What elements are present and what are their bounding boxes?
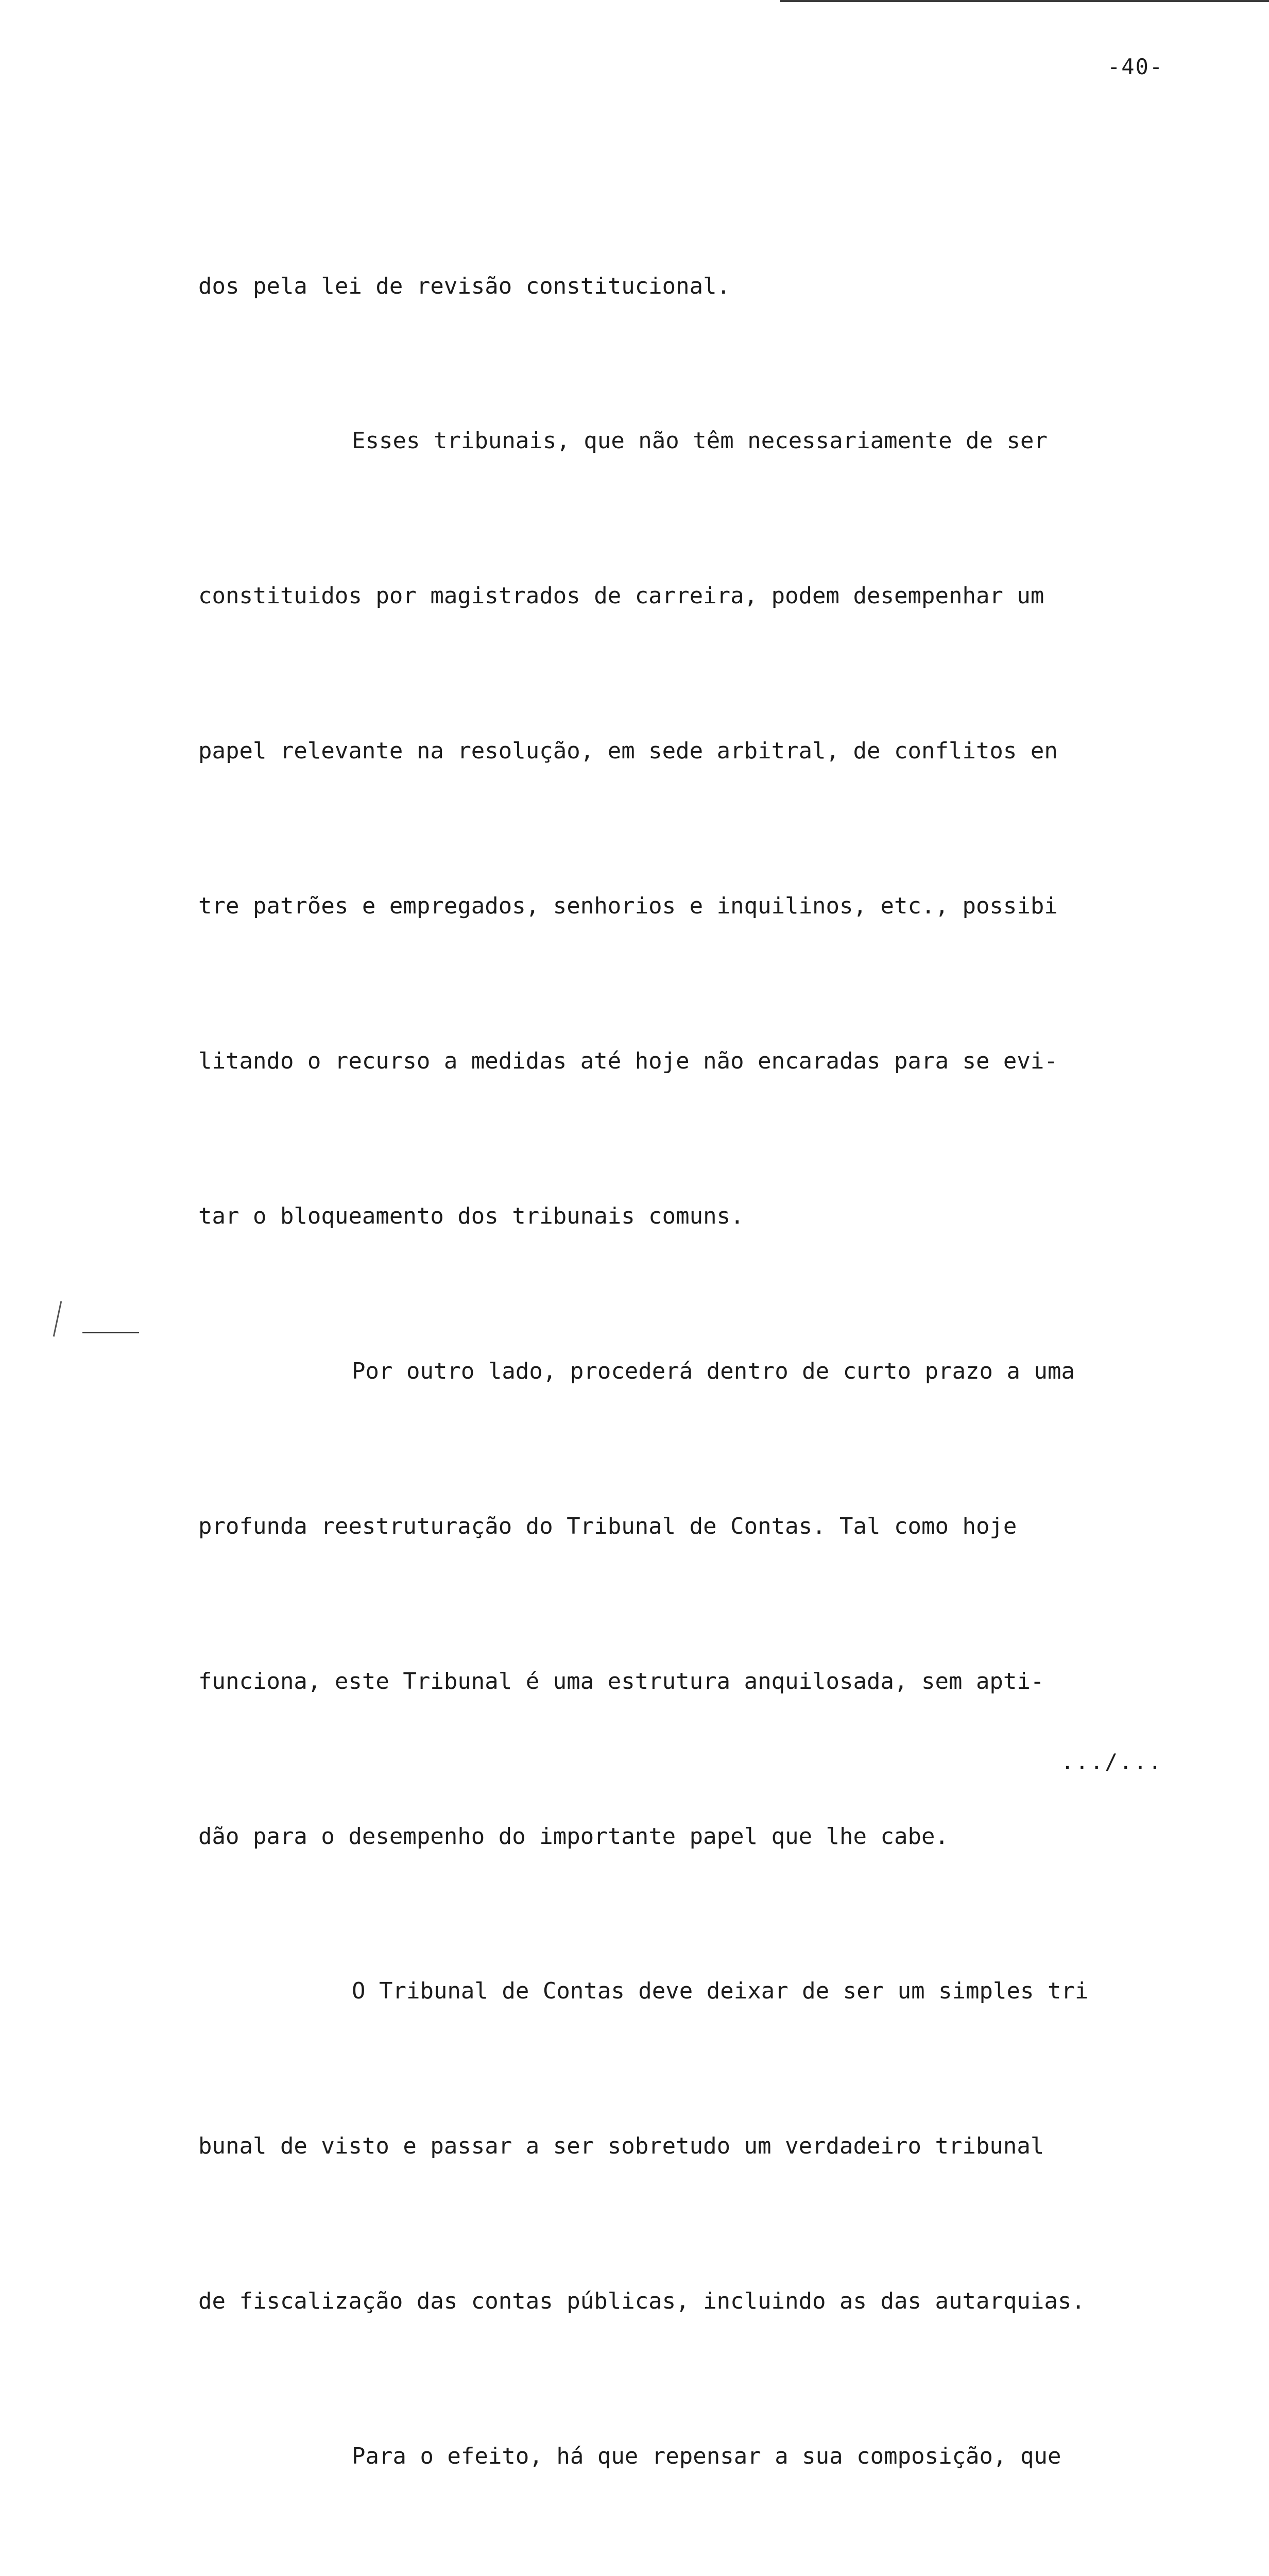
text-line: de fiscalização das contas públicas, incluindo as das autarquias. xyxy=(198,2288,1085,2315)
text-line: Esses tribunais, que não têm necessariamente de ser xyxy=(352,428,1048,454)
body-text xyxy=(198,157,1203,2576)
text-line: bunal de visto e passar a ser sobretudo um verdadeiro tribunal xyxy=(198,2133,1044,2160)
text-line: Para o efeito, há que repensar a sua composição, que xyxy=(352,2443,1061,2470)
continuation-mark: .../... xyxy=(1061,1749,1163,1774)
text-line: dão para o desempenho do importante papel que lhe cabe. xyxy=(198,1823,949,1850)
margin-mark xyxy=(53,1301,62,1336)
text-line: O Tribunal de Contas deve deixar de ser um simples tri xyxy=(352,1978,1089,2005)
margin-stroke xyxy=(82,1332,139,1333)
page-number: -40- xyxy=(1107,54,1164,79)
text-line: dos pela lei de revisão constitucional. xyxy=(198,273,731,299)
text-line: Por outro lado, procederá dentro de curto prazo a uma xyxy=(352,1358,1075,1384)
top-edge-rule xyxy=(780,0,1269,2)
text-line: constituidos por magistrados de carreira, podem desempenhar um xyxy=(198,583,1044,609)
text-line: funciona, este Tribunal é uma estrutura anquilosada, sem apti- xyxy=(198,1668,1044,1694)
text-line: litando o recurso a medidas até hoje não encaradas para se evi- xyxy=(198,1048,1058,1075)
text-line: tar o bloqueamento dos tribunais comuns. xyxy=(198,1202,744,1229)
text-line: profunda reestruturação do Tribunal de Contas. Tal como hoje xyxy=(198,1513,1017,1539)
text-line: papel relevante na resolução, em sede arbitral, de conflitos en xyxy=(198,738,1058,765)
text-line: tre patrões e empregados, senhorios e inquilinos, etc., possibi xyxy=(198,893,1058,920)
